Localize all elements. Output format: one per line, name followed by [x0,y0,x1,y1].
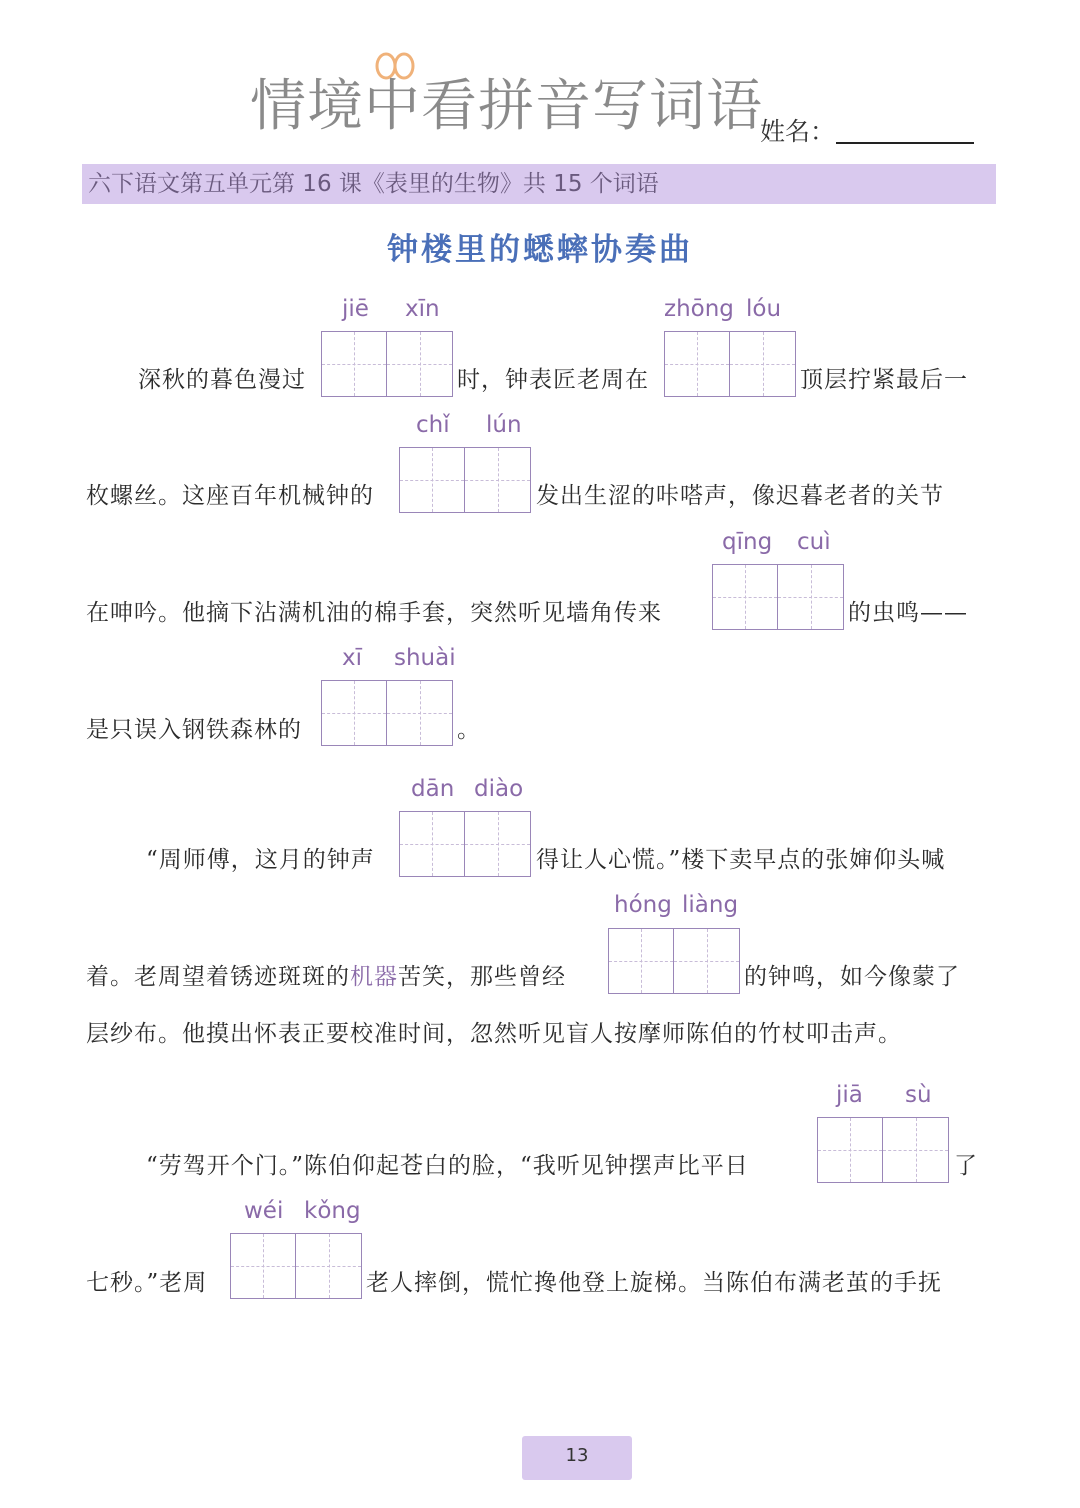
text-line-7: 层纱布。他摸出怀表正要校准时间，忽然听见盲人按摩师陈伯的竹杖叩击声。 [86,1021,902,1047]
text-line-4b: 。 [457,717,481,743]
answer-box-chilun[interactable] [399,447,531,513]
pinyin-diao: diào [474,776,524,802]
pinyin-xi: xī [342,645,363,671]
answer-box-dandiao[interactable] [399,811,531,877]
pinyin-jie: jiē [342,296,369,322]
pinyin-qing: qīng [722,529,773,555]
pinyin-lun: lún [486,412,522,438]
answer-box-weikong[interactable] [230,1233,362,1299]
text-line-6b: 苦笑，那些曾经 [398,964,566,990]
text-line-2b: 发出生涩的咔嗒声，像迟暮老者的关节 [536,483,944,509]
pinyin-cui: cuì [797,529,831,555]
answer-box-xishuai[interactable] [321,680,453,746]
highlight-word-jiqi: 机器 [350,964,398,990]
pinyin-shuai: shuài [394,645,456,671]
pinyin-jia: jiā [836,1082,863,1108]
pinyin-wei: wéi [244,1198,284,1224]
answer-box-zhonglou[interactable] [664,331,796,397]
pinyin-su: sù [905,1082,932,1108]
text-line-1a: 深秋的暮色漫过 [138,367,306,393]
text-line-9b: 老人摔倒，慌忙搀他登上旋梯。当陈伯布满老茧的手抚 [366,1270,942,1296]
name-label: 姓名： [760,117,836,146]
text-line-5b: 得让人心慌。”楼下卖早点的张婶仰头喊 [536,847,946,873]
pinyin-zhong: zhōng [664,296,734,322]
text-line-6 [86,961,566,993]
answer-box-jiasu[interactable] [817,1117,949,1183]
text-line-8b: 了 [954,1153,978,1179]
text-line-4a: 是只误入钢铁森林的 [86,717,302,743]
text-line-6a: 着。老周望着锈迹斑斑的 [86,964,350,990]
text-line-6c: 的钟鸣，如今像蒙了 [744,964,960,990]
text-line-8a: “劳驾开个门。”陈伯仰起苍白的脸，“我听见钟摆声比平日 [146,1153,749,1179]
pinyin-hong: hóng [614,892,672,918]
answer-box-qingcui[interactable] [712,564,844,630]
text-line-3b: 的虫鸣—— [848,600,968,626]
pinyin-chi: chǐ [416,412,450,438]
text-line-5a: “周师傅，这月的钟声 [146,847,375,873]
answer-box-hongliang[interactable] [608,928,740,994]
pinyin-dan: dān [411,776,455,802]
pinyin-kong: kǒng [304,1198,361,1224]
text-line-1c: 顶层拧紧最后一 [800,367,968,393]
answer-box-jiexin[interactable] [321,331,453,397]
text-line-9a: 七秒。”老周 [86,1270,208,1296]
pinyin-liang: liàng [682,892,739,918]
page-number: 13 [565,1445,589,1466]
name-blank-line[interactable] [836,142,974,144]
lesson-banner-text: 六下语文第五单元第 16 课《表里的生物》共 15 个词语 [88,171,659,197]
story-title: 钟楼里的蟋蟀协奏曲 [387,232,693,268]
pinyin-xin: xīn [405,296,440,322]
text-line-1b: 时，钟表匠老周在 [457,367,649,393]
text-line-2a: 枚螺丝。这座百年机械钟的 [86,483,374,509]
text-line-3a: 在呻吟。他摘下沾满机油的棉手套，突然听见墙角传来 [86,600,662,626]
worksheet-title: 情境中看拼音写词语 [250,74,763,139]
pinyin-lou: lóu [746,296,782,322]
